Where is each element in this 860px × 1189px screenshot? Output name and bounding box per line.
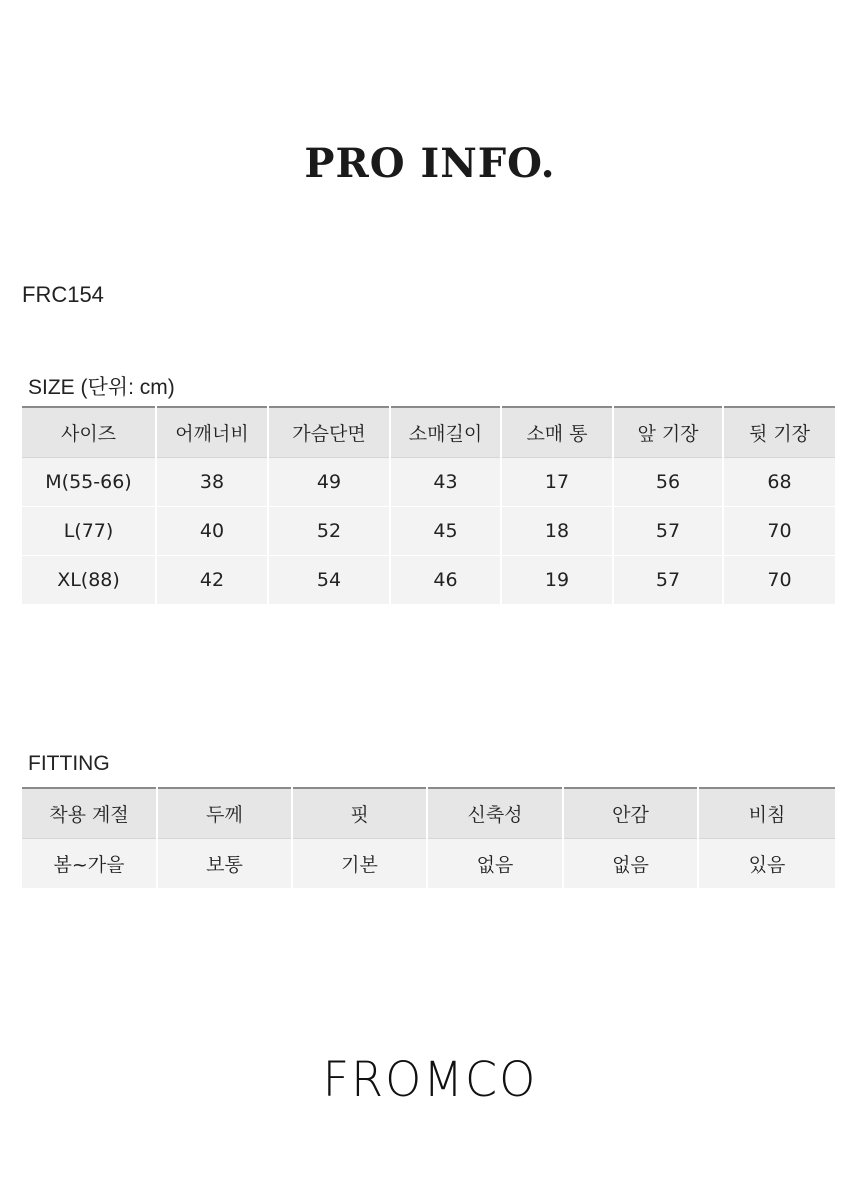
size-cell: 49 xyxy=(268,458,390,507)
size-header-cell: 소매 통 xyxy=(501,407,613,458)
table-row xyxy=(22,556,835,605)
product-code: FRC154 xyxy=(22,282,104,307)
fitting-table xyxy=(22,787,835,888)
fitting-cell: 있음 xyxy=(698,839,835,889)
brand-logo xyxy=(0,1052,860,1106)
size-cell: 68 xyxy=(723,458,835,507)
size-cell: 70 xyxy=(723,556,835,605)
size-cell: 57 xyxy=(613,507,723,556)
page-title: PRO INFO. xyxy=(304,140,556,187)
size-cell: 57 xyxy=(613,556,723,605)
table-row xyxy=(22,458,835,507)
fitting-header-cell: 착용 계절 xyxy=(22,788,157,839)
size-cell: 56 xyxy=(613,458,723,507)
fitting-header-cell: 두께 xyxy=(157,788,292,839)
size-header-cell: 어깨너비 xyxy=(156,407,268,458)
size-cell: 52 xyxy=(268,507,390,556)
size-header-cell: 소매길이 xyxy=(390,407,501,458)
size-cell: 45 xyxy=(390,507,501,556)
fitting-cell: 없음 xyxy=(427,839,563,889)
size-table xyxy=(22,406,835,605)
fitting-cell: 없음 xyxy=(563,839,698,889)
size-cell: 19 xyxy=(501,556,613,605)
size-cell: 40 xyxy=(156,507,268,556)
size-cell: 18 xyxy=(501,507,613,556)
size-cell: 54 xyxy=(268,556,390,605)
size-cell: M(55-66) xyxy=(22,458,156,507)
fitting-cell: 기본 xyxy=(292,839,427,889)
brand-logo-text: FROMCO xyxy=(322,1050,538,1108)
fitting-section-label: FITTING xyxy=(28,752,110,775)
fitting-header-cell: 신축성 xyxy=(427,788,563,839)
size-cell: 42 xyxy=(156,556,268,605)
fitting-header-cell: 비침 xyxy=(698,788,835,839)
fitting-table-header-row xyxy=(22,788,835,839)
size-cell: 70 xyxy=(723,507,835,556)
fitting-header-cell: 핏 xyxy=(292,788,427,839)
size-header-cell: 사이즈 xyxy=(22,407,156,458)
table-row xyxy=(22,839,835,889)
size-header-cell: 앞 기장 xyxy=(613,407,723,458)
size-cell: 46 xyxy=(390,556,501,605)
size-section-label: SIZE (단위: cm) xyxy=(28,376,175,399)
size-cell: XL(88) xyxy=(22,556,156,605)
size-header-cell: 가슴단면 xyxy=(268,407,390,458)
table-row xyxy=(22,507,835,556)
size-header-cell: 뒷 기장 xyxy=(723,407,835,458)
size-cell: L(77) xyxy=(22,507,156,556)
size-cell: 43 xyxy=(390,458,501,507)
fitting-cell: 봄~가을 xyxy=(22,839,157,889)
size-cell: 17 xyxy=(501,458,613,507)
fitting-header-cell: 안감 xyxy=(563,788,698,839)
size-cell: 38 xyxy=(156,458,268,507)
size-table-header-row xyxy=(22,407,835,458)
fitting-cell: 보통 xyxy=(157,839,292,889)
